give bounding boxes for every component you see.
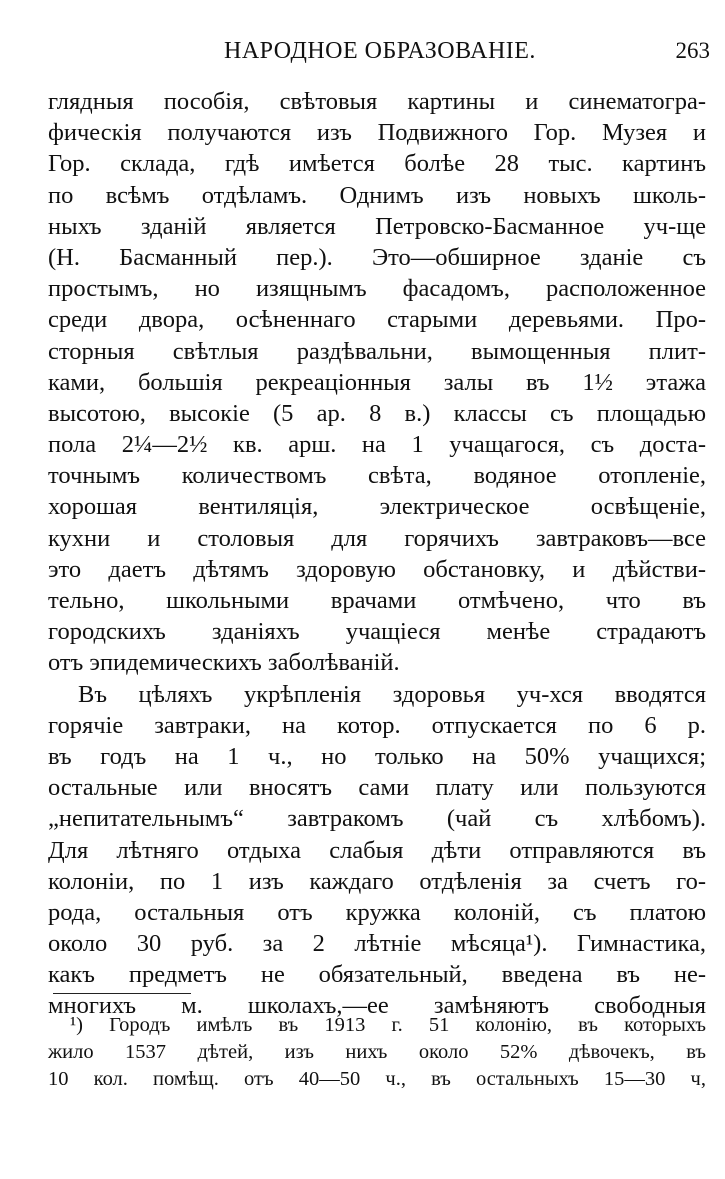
text-line: ныхъ зданій является Петровско-Басманное уч-ще	[48, 212, 706, 240]
text-line: какъ предметъ не обязательный, введена въ не-	[48, 961, 706, 989]
text-line: хорошая вентиляція, электрическое освѣщеніе,	[48, 493, 706, 521]
text-line: точнымъ количествомъ свѣта, водяное отопленіе,	[48, 462, 706, 490]
text-line: (Н. Басманный пер.). Это—обширное зданіе съ	[48, 243, 706, 271]
text-line: по всѣмъ отдѣламъ. Однимъ изъ новыхъ школь-	[48, 181, 706, 209]
text-line: пола 2¼—2½ кв. арш. на 1 учащагося, съ доста-	[48, 431, 706, 459]
footnotes	[48, 1012, 706, 1093]
text-line: многихъ м. школахъ,—ее замѣняютъ свободныя	[48, 992, 706, 1020]
footnote-line: ¹) Городъ имѣлъ въ 1913 г. 51 колонію, въ которыхъ	[70, 1014, 706, 1036]
page-number: 263	[675, 38, 710, 63]
text-line: тельно, школьными врачами отмѣчено, что въ	[48, 587, 706, 614]
main-text	[48, 86, 706, 1022]
text-line: это даетъ дѣтямъ здоровую обстановку, и дѣйстви-	[48, 555, 706, 583]
page-header	[48, 38, 710, 68]
text-line: глядныя пособія, свѣтовыя картины и синематогра-	[48, 88, 706, 115]
text-line: ками, большія рекреаціонныя залы въ 1½ этажа	[48, 368, 706, 396]
text-line: высотою, высокіе (5 ар. 8 в.) классы съ площадью	[48, 399, 706, 427]
text-line: „непитательнымъ“ завтракомъ (чай съ хлѣбомъ).	[48, 805, 706, 833]
text-line: кухни и столовыя для горячихъ завтраковъ—все	[48, 524, 706, 552]
text-line: Для лѣтняго отдыха слабыя дѣти отправляются въ	[48, 836, 706, 864]
footnote-divider	[53, 993, 191, 994]
text-line: простымъ, но изящнымъ фасадомъ, расположенное	[48, 275, 706, 303]
text-line: Гор. склада, гдѣ имѣется болѣе 28 тыс. картинъ	[48, 150, 706, 178]
text-line: фическія получаются изъ Подвижного Гор. Музея и	[48, 119, 706, 147]
text-line: сторныя свѣтлыя раздѣвальни, вымощенныя плит-	[48, 337, 706, 365]
text-line: рода, остальныя отъ кружка колоній, съ платою	[48, 898, 706, 926]
text-line: горячіе завтраки, на котор. отпускается по 6 р.	[48, 711, 706, 739]
paragraph-end-line: отъ эпидемическихъ заболѣваній.	[48, 649, 400, 677]
footnote-line: 10 кол. помѣщ. отъ 40—50 ч., въ остальныхъ 15—30 ч,	[48, 1068, 706, 1090]
text-line: въ годъ на 1 ч., но только на 50% учащихся;	[48, 742, 706, 770]
text-line: остальные или вносятъ сами плату или пользуются	[48, 774, 706, 802]
running-title: НАРОДНОЕ ОБРАЗОВАНІЕ.	[224, 38, 536, 64]
text-line: среди двора, осѣненнаго старыми деревьями. Про-	[48, 306, 706, 334]
footnote-line: жило 1537 дѣтей, изъ нихъ около 52% дѣвочекъ, въ	[48, 1041, 706, 1063]
paragraph-first-line: Въ цѣляхъ укрѣпленія здоровья уч-хся вводятся	[78, 680, 706, 708]
text-line: около 30 руб. за 2 лѣтніе мѣсяца¹). Гимнастика,	[48, 930, 706, 958]
text-line: колоніи, по 1 изъ каждаго отдѣленія за счетъ го-	[48, 867, 706, 895]
text-line: городскихъ зданіяхъ учащіеся менѣе страдаютъ	[48, 618, 706, 646]
